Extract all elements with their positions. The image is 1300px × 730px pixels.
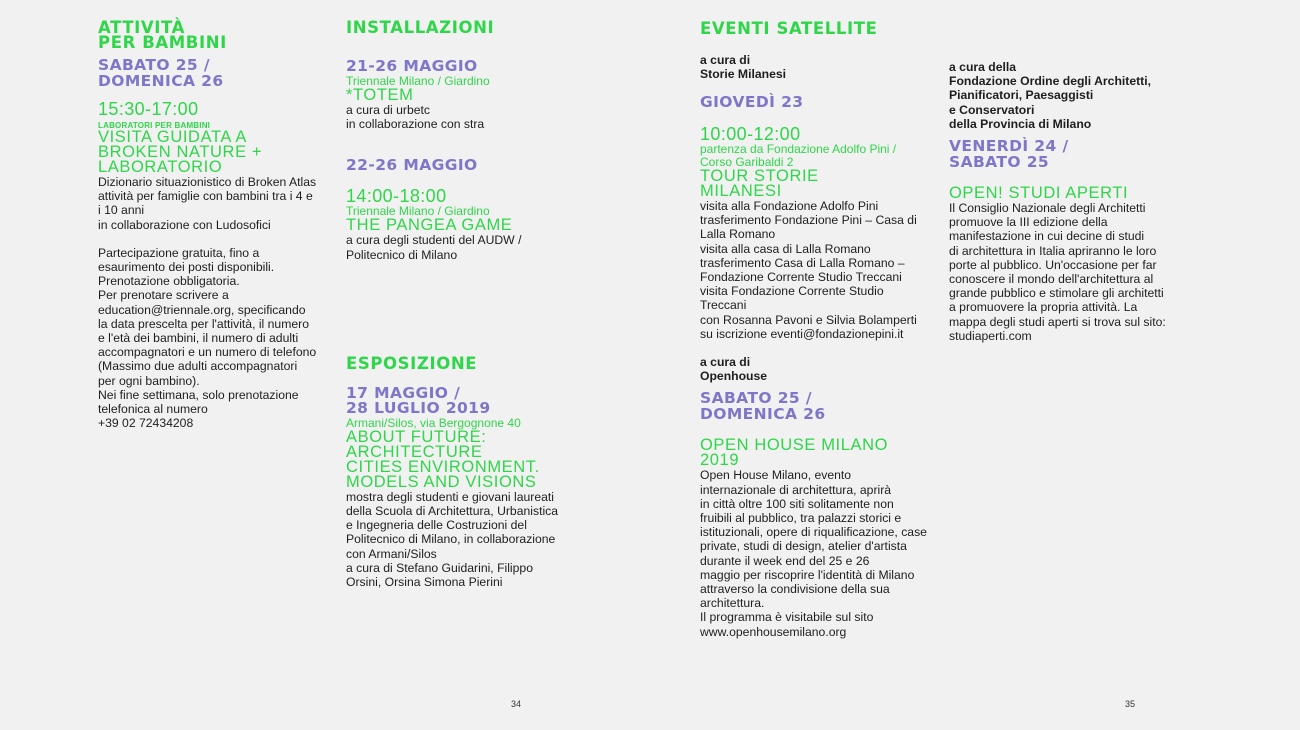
title-totem: *TOTEM <box>346 85 414 104</box>
page-number-right: 35 <box>1125 699 1136 709</box>
page-number-left: 34 <box>511 699 522 709</box>
title-pangea: THE PANGEA GAME <box>346 216 513 235</box>
location-esposizione: Armani/Silos, via Bergognone 40 <box>346 415 521 430</box>
curator-storie: a cura di Storie Milanesi <box>700 53 787 82</box>
column-satellite <box>700 0 936 639</box>
section-title-bambini: ATTIVITÀ PER BAMBINI <box>98 18 227 52</box>
desc-pangea: a cura degli studenti del AUDW / Politecnico di Milano <box>346 233 522 262</box>
title-tour-storie: TOUR STORIE MILANESI <box>700 166 819 200</box>
date-line-1: 17 MAGGIO / <box>346 383 461 402</box>
title-open-house: OPEN HOUSE MILANO 2019 <box>700 436 889 470</box>
date-line-1: SABATO 25 / <box>700 389 812 408</box>
title-about-future: ABOUT FUTURE: ARCHITECTURE CITIES ENVIRONMENT. MODELS AND VISIONS <box>346 427 540 491</box>
title-open-studi: OPEN! STUDI APERTI <box>949 184 1129 203</box>
desc-totem: a cura di urbetc in collaborazione con stra <box>346 102 485 131</box>
column-bambini <box>98 0 322 430</box>
date-line-2: DOMENICA 26 <box>700 404 826 423</box>
date-esposizione <box>346 383 576 418</box>
date-bambini <box>98 58 322 89</box>
date-line-2: DOMENICA 26 <box>98 71 224 90</box>
time-bambini: 15:30-17:00 <box>98 99 199 119</box>
date-totem: 21-26 MAGGIO <box>346 57 478 75</box>
section-title-installazioni: INSTALLAZIONI <box>346 18 495 37</box>
time-pangea: 14:00-18:00 <box>346 186 447 207</box>
date-storie: GIOVEDÌ 23 <box>700 93 804 112</box>
label-laboratori: LABORATORI PER BAMBINI <box>98 121 211 130</box>
date-pangea: 22-26 MAGGIO <box>346 155 478 174</box>
info-prenotazione: Partecipazione gratuita, fino a esaurimento dei posti disponibili. Prenotazione obbligatoria. Per prenotare scrivere a education@triennale.org, specificando la data prescelta per l'attività, il numero e l'età dei bambini, il numero di adulti accompagnatori e un numero di telefono (Massimo due adulti accompagnatori per ogni bambino). Nei fine settimana, solo prenotazione telefonica al numero +39 02 72434208 <box>98 245 317 431</box>
curator-openhouse: a cura di Openhouse <box>700 354 768 384</box>
curator-fondazione: a cura della Fondazione Ordine degli Architetti, Pianificatori, Paesaggisti e Conservatori della Provincia di Milano <box>949 60 1152 131</box>
location-totem: Triennale Milano / Giardino <box>346 73 490 88</box>
date-studi <box>949 139 1181 170</box>
desc-open-studi: Il Consiglio Nazionale degli Architetti promuove la III edizione della manifestazione in cui decine di studi di architettura in Italia apriranno le loro porte al pubblico. Un'occasione per far conoscere il mondo dell'architettura al grande pubblico e stimolare gli architetti a promuovere la propria attività. La mappa degli studi aperti si trova sul sito: studiaperti.com <box>949 201 1166 343</box>
date-line-2: SABATO 25 <box>949 152 1050 171</box>
desc-broken-nature: Dizionario situazionistico di Broken Atlas attività per famiglie con bambini tra i 4 e i 10 anni in collaborazione con Ludosofici <box>98 175 317 232</box>
column-installazioni <box>346 0 576 589</box>
desc-tour-storie: visita alla Fondazione Adolfo Pini trasferimento Fondazione Pini – Casa di Lalla Romano visita alla casa di Lalla Romano trasferimento Casa di Lalla Romano – Fondazione Corrente Studio Treccani visita Fondazione Corrente Studio Treccani con Rosanna Pavoni e Silvia Bolamperti su iscrizione eventi@fondazionepini.it <box>700 198 917 341</box>
date-line-2: 28 LUGLIO 2019 <box>346 399 491 418</box>
date-line-1: SABATO 25 / <box>98 56 210 74</box>
desc-about-future: mostra degli studenti e giovani laureati della Scuola di Architettura, Urbanistica e Ingegneria delle Costruzioni del Politecnico di Milano, in collaborazione con Armani/Silos a cura di Stefano Guidarini, Filippo Orsini, Orsina Simona Pierini <box>346 489 559 590</box>
section-title-esposizione: ESPOSIZIONE <box>346 353 478 373</box>
time-storie: 10:00-12:00 <box>700 123 801 144</box>
section-title-satellite: EVENTI SATELLITE <box>700 19 878 38</box>
location-pangea: Triennale Milano / Giardino <box>346 204 490 219</box>
date-openhouse <box>700 391 936 422</box>
date-line-1: VENERDÌ 24 / <box>949 137 1069 156</box>
title-broken-nature: VISITA GUIDATA A BROKEN NATURE + LABORATORIO <box>98 128 263 176</box>
desc-open-house: Open House Milano, evento internazionale di architettura, aprirà in città oltre 100 siti solitamente non fruibili al pubblico, tra palazzi storici e istituzionali, opere di riqualificazione, case private, studi di design, atelier d'artista durante il week end del 25 e 26 maggio per riscoprire l'identità di Milano attraverso la condivisione della sua architettura. Il programma è visitabile sul sito www.openhousemilano.org <box>700 468 927 639</box>
location-storie: partenza da Fondazione Adolfo Pini / Corso Garibaldi 2 <box>700 141 897 169</box>
column-studi-aperti <box>949 0 1181 343</box>
